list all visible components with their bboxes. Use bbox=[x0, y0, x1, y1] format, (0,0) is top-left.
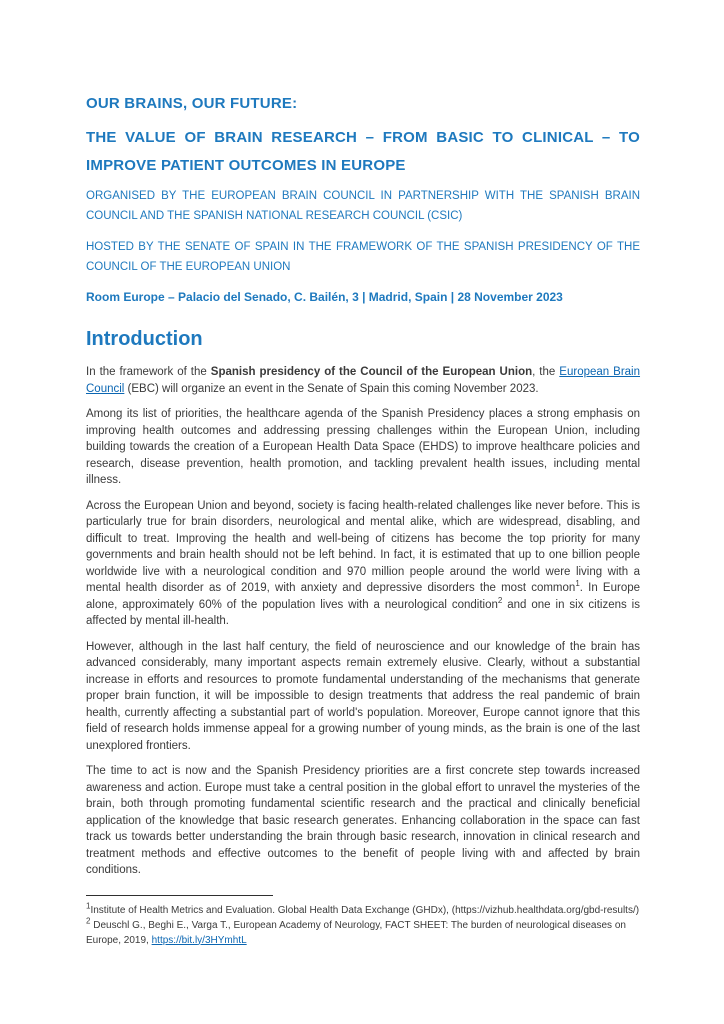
footnote-ref-1: 1 bbox=[575, 579, 580, 589]
intro-paragraph-1 bbox=[86, 364, 640, 397]
organiser-line: ORGANISED BY THE EUROPEAN BRAIN COUNCIL IN PARTNERSHIP WITH THE SPANISH BRAIN COUNCIL AND THE SPANISH NATIONAL RESEARCH COUNCIL (CSIC) bbox=[86, 190, 640, 222]
event-info-line: Room Europe – Palacio del Senado, C. Bailén, 3 | Madrid, Spain | 28 November 2023 bbox=[86, 290, 563, 304]
paragraph-text: and one in six citizens is affected by mental ill-health. bbox=[86, 598, 640, 627]
section-heading-introduction: Introduction bbox=[86, 328, 203, 350]
paragraph-text: . In Europe alone, approximately 60% of the population lives with a neurological condition bbox=[86, 582, 641, 611]
footnote-1 bbox=[86, 903, 640, 918]
footnote-ref-2: 2 bbox=[497, 595, 503, 605]
footnote-separator bbox=[86, 895, 273, 896]
document-title-line2: THE VALUE OF BRAIN RESEARCH – FROM BASIC TO CLINICAL – TO IMPROVE PATIENT OUTCOMES IN EUROPE bbox=[86, 129, 640, 174]
paragraph-text: Across the European Union and beyond, society is facing health-related challenges like never before. This is particularly true for brain disorders, neurological and mental alike, which are widespread, disabling, and difficult to treat. Improving the health and well-being of citizens has become the top priority for many governments and brain health should not be left behind. In fact, it is estimated that up to one billion people worldwide live with a neurological condition and 970 million people around the world were living with a mental health disorder as of 2019, with anxiety and depressive disorders the most common bbox=[86, 499, 640, 594]
footnote-2 bbox=[86, 918, 640, 948]
paragraph-text: In the framework of the bbox=[86, 366, 211, 378]
footnote-2-text: Deuschl G., Beghi E., Varga T., European Academy of Neurology, FACT SHEET: The burden of neurological diseases on Europe, 2019, bbox=[86, 919, 626, 946]
intro-paragraph-5: The time to act is now and the Spanish Presidency priorities are a first concrete step towards increased awareness and action. Europe must take a central position in the global effort to unravel the mysteries of the brain, both through promoting fundamental scientific research and the practical and clinically beneficial application of the knowledge that basic research generates. Enhancing collaboration in the space can fast track us towards better understanding the brain through basic research, innovation in clinical research and treatment methods and effective outcomes to the benefit of people living with and affected by brain conditions. bbox=[86, 765, 640, 876]
footnote-2-marker: 2 bbox=[86, 916, 91, 926]
footnote-1-text: Institute of Health Metrics and Evaluation. Global Health Data Exchange (GHDx), (https://vizhub.healthdata.org/gbd-results/) bbox=[90, 904, 640, 916]
european-brain-council-link[interactable]: European Brain Council bbox=[86, 366, 641, 395]
footnote-1-marker: 1 bbox=[86, 901, 91, 911]
intro-paragraph-4: However, although in the last half century, the field of neuroscience and our knowledge of the brain has advanced considerably, many important aspects remain extremely elusive. Clearly, without a substantial increase in efforts and resources to promote fundamental understanding of the mechanisms that generate proper brain function, it will be impossible to design treatments that address the real pandemic of brain health, currently affecting a substantial part of world's population. Moreover, Europe cannot ignore that this field of research holds immense appeal for a growing number of young minds, as the brain is one of the last unexplored frontiers. bbox=[86, 640, 640, 752]
paragraph-text: , the bbox=[532, 366, 560, 378]
intro-paragraph-3 bbox=[86, 498, 640, 630]
intro-paragraph-2: Among its list of priorities, the healthcare agenda of the Spanish Presidency places a strong emphasis on improving health outcomes and addressing pressing challenges within the European Union, including building towards the creation of a European Health Data Space (EHDS) to improve healthcare policies and research, disease prevention, health promotion, and tackling prevalent health issues, including mental illness. bbox=[86, 408, 640, 486]
host-line: HOSTED BY THE SENATE OF SPAIN IN THE FRAMEWORK OF THE SPANISH PRESIDENCY OF THE COUNCIL OF THE EUROPEAN UNION bbox=[86, 241, 640, 273]
document-title-line1: OUR BRAINS, OUR FUTURE: bbox=[86, 95, 298, 112]
bold-text: Spanish presidency of the Council of the European Union bbox=[210, 366, 533, 378]
footnote-2-link[interactable]: https://bit.ly/3HYmhtL bbox=[151, 934, 247, 946]
paragraph-text: (EBC) will organize an event in the Senate of Spain this coming November 2023. bbox=[124, 382, 539, 395]
